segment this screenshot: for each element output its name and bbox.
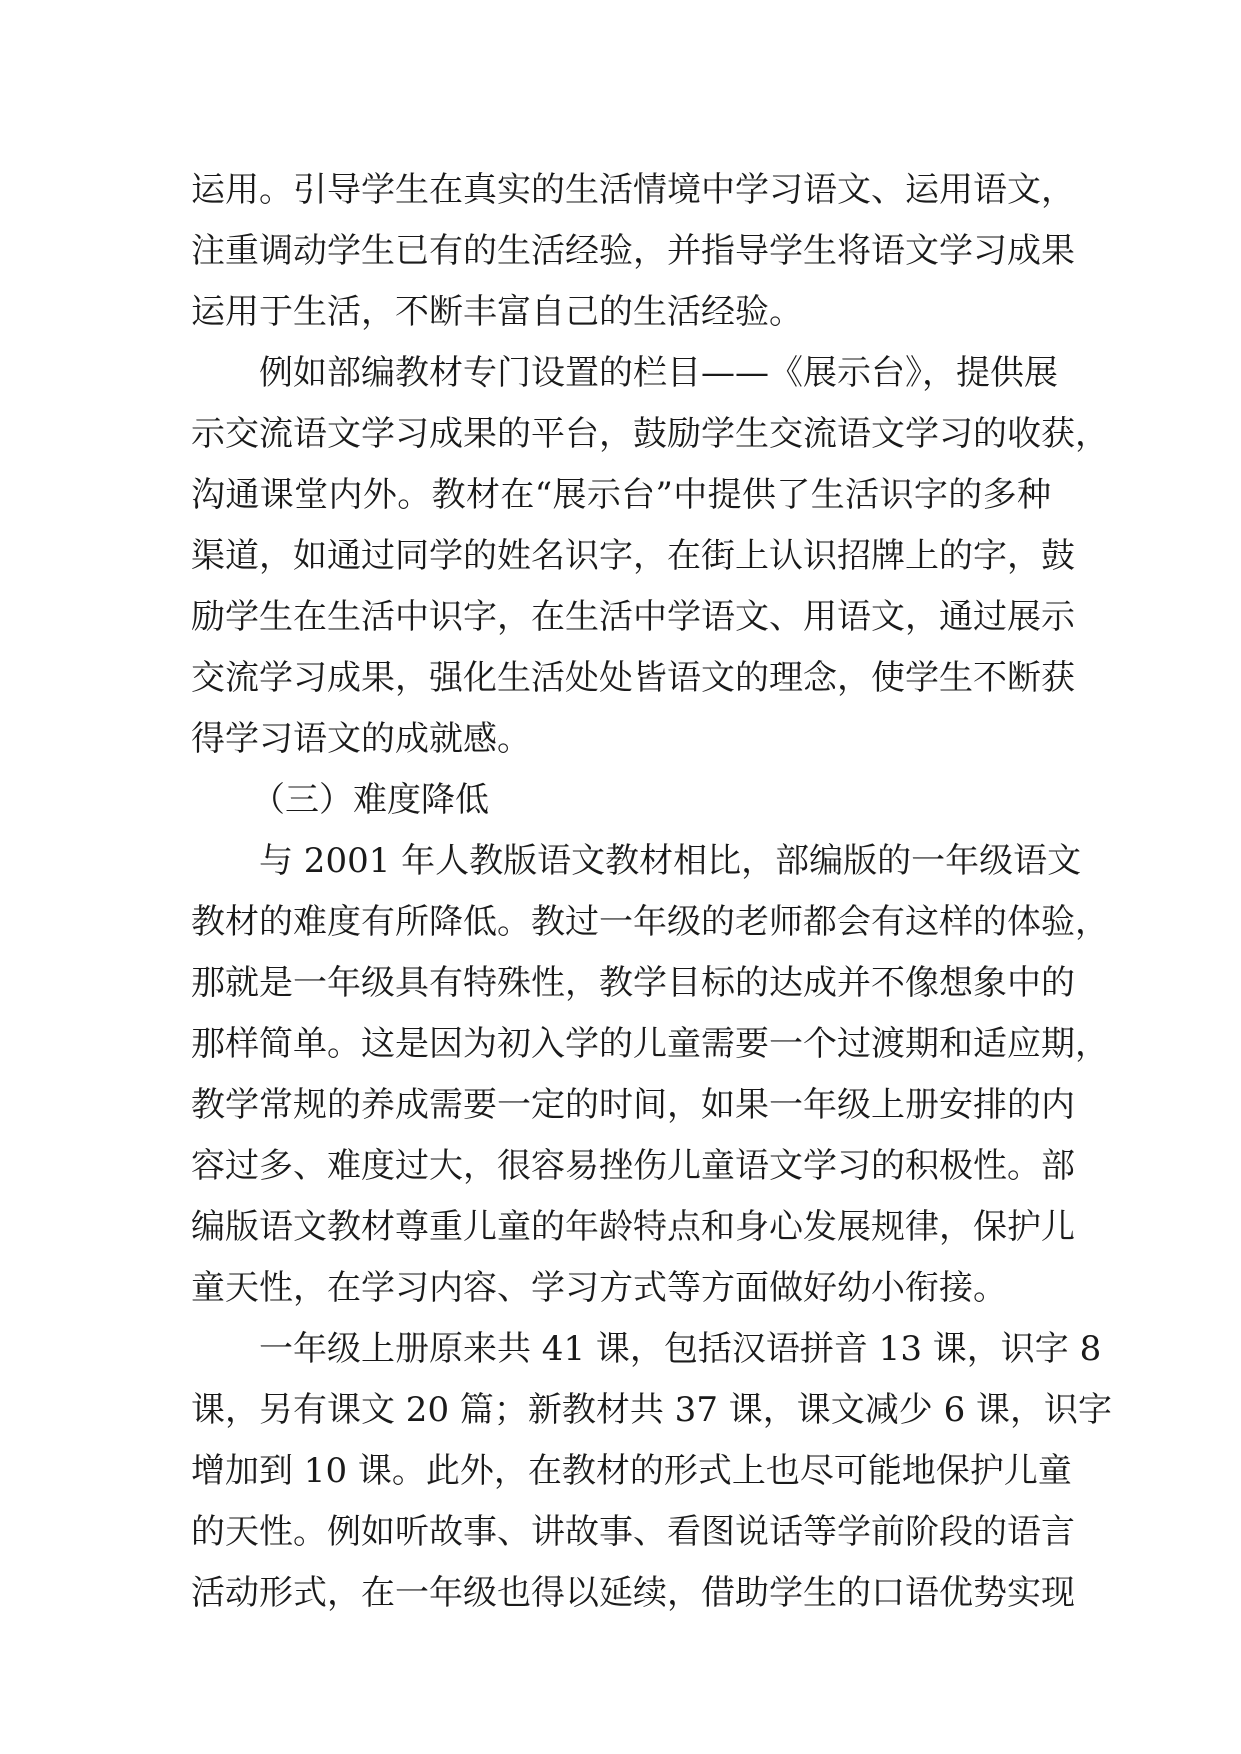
text-line: 童天性，在学习内容、学习方式等方面做好幼小衔接。 bbox=[191, 1268, 1007, 1308]
text-line: 励学生在生活中识字，在生活中学语文、用语文，通过展示 bbox=[191, 597, 1075, 637]
paragraph-2 bbox=[191, 343, 1109, 770]
paragraph-3 bbox=[191, 831, 1109, 1319]
paragraph-4 bbox=[191, 1319, 1113, 1624]
text-line: 例如部编教材专门设置的栏目——《展示台》，提供展 bbox=[259, 353, 1058, 393]
text-line: 那就是一年级具有特殊性，教学目标的达成并不像想象中的 bbox=[191, 963, 1075, 1003]
text-line: 那样简单。这是因为初入学的儿童需要一个过渡期和适应期， bbox=[191, 1024, 1109, 1064]
document-page bbox=[191, 160, 1113, 1624]
text-line: 示交流语文学习成果的平台，鼓励学生交流语文学习的收获， bbox=[191, 414, 1109, 454]
text-line: 增加到 10 课。此外，在教材的形式上也尽可能地保护儿童 bbox=[191, 1451, 1072, 1491]
text-line: 容过多、难度过大，很容易挫伤儿童语文学习的积极性。部 bbox=[191, 1146, 1075, 1186]
text-line: 沟通课堂内外。教材在“展示台”中提供了生活识字的多种 bbox=[191, 475, 1051, 515]
text-line: 编版语文教材尊重儿童的年龄特点和身心发展规律，保护儿 bbox=[191, 1207, 1075, 1247]
text-line: 课，另有课文 20 篇；新教材共 37 课，课文减少 6 课，识字 bbox=[191, 1390, 1113, 1430]
section-heading: （三）难度降低 bbox=[251, 780, 489, 820]
text-line: 运用。引导学生在真实的生活情境中学习语文、运用语文， bbox=[191, 170, 1075, 210]
paragraph-1 bbox=[191, 160, 1075, 343]
text-line: 的天性。例如听故事、讲故事、看图说话等学前阶段的语言 bbox=[191, 1512, 1075, 1552]
text-line: 渠道，如通过同学的姓名识字，在街上认识招牌上的字，鼓 bbox=[191, 536, 1075, 576]
text-line: 运用于生活，不断丰富自己的生活经验。 bbox=[191, 292, 803, 332]
text-line: 得学习语文的成就感。 bbox=[191, 719, 531, 759]
text-line: 活动形式，在一年级也得以延续，借助学生的口语优势实现 bbox=[191, 1573, 1075, 1613]
text-line: 注重调动学生已有的生活经验，并指导学生将语文学习成果 bbox=[191, 231, 1075, 271]
text-line: 教材的难度有所降低。教过一年级的老师都会有这样的体验， bbox=[191, 902, 1109, 942]
text-line: 教学常规的养成需要一定的时间，如果一年级上册安排的内 bbox=[191, 1085, 1075, 1125]
text-line: 一年级上册原来共 41 课，包括汉语拼音 13 课，识字 8 bbox=[259, 1329, 1102, 1369]
text-line: 与 2001 年人教版语文教材相比，部编版的一年级语文 bbox=[259, 841, 1082, 881]
text-line: 交流学习成果，强化生活处处皆语文的理念，使学生不断获 bbox=[191, 658, 1075, 698]
